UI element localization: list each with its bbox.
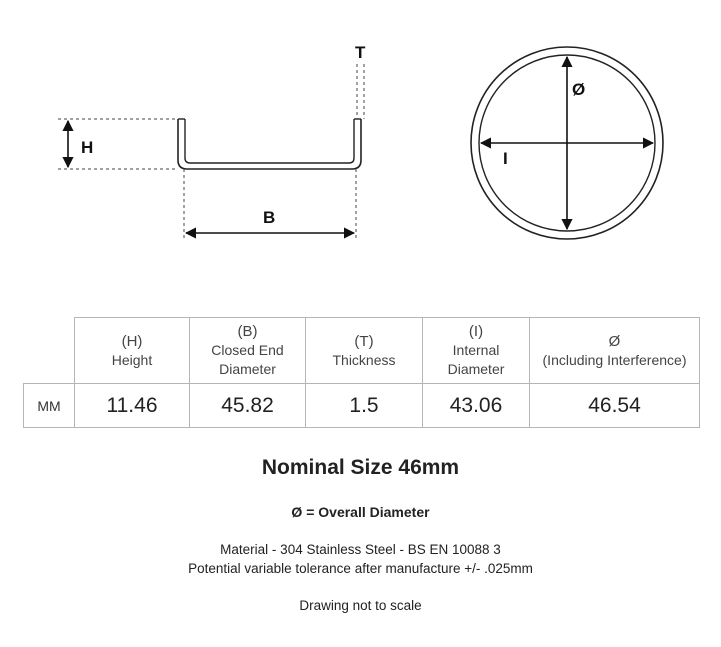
diameter-label: Ø [572,80,586,99]
table-header-row [24,318,700,384]
tolerance-note: Potential variable tolerance after manufacture +/- .025mm [188,561,533,576]
value-overall: 46.54 [530,384,700,428]
header-code: (B) [237,323,258,340]
header-name: Closed End Diameter [211,342,284,377]
table-corner [24,318,75,384]
material-note: Material - 304 Stainless Steel - BS EN 10088 3 [220,542,501,557]
thickness-dimension [355,43,366,119]
closed-end-label: B [263,208,276,227]
table-row [24,384,700,428]
nominal-size-title: Nominal Size 46mm [261,456,460,479]
scale-note: Drawing not to scale [299,598,422,613]
cap-top-view [471,47,663,239]
header-height [75,318,190,384]
height-dimension [58,119,178,169]
header-name: Internal Diameter [447,342,505,377]
height-label: H [81,138,94,157]
value-closed-end: 45.82 [190,384,306,428]
value-thickness: 1.5 [306,384,423,428]
dimensions-table [23,317,700,428]
header-internal [423,318,530,384]
value-internal: 43.06 [423,384,530,428]
unit-cell: MM [24,384,75,428]
header-name: (Including Interference) [542,351,687,368]
cap-side-view [178,119,361,169]
header-thickness [306,318,423,384]
header-code: (I) [468,323,484,340]
header-code: (H) [121,332,143,350]
header-closed-end [190,318,306,384]
header-name: Thickness [332,351,396,368]
overall-diameter-note: Ø = Overall Diameter [291,504,430,520]
header-code: Ø [608,332,621,350]
value-height: 11.46 [75,384,190,428]
internal-label: I [503,149,508,168]
closed-end-dimension [184,169,356,238]
technical-drawing [0,0,721,300]
header-name: Height [111,351,153,368]
header-overall [530,318,700,384]
header-code: (T) [354,332,374,350]
thickness-label: T [355,43,366,62]
